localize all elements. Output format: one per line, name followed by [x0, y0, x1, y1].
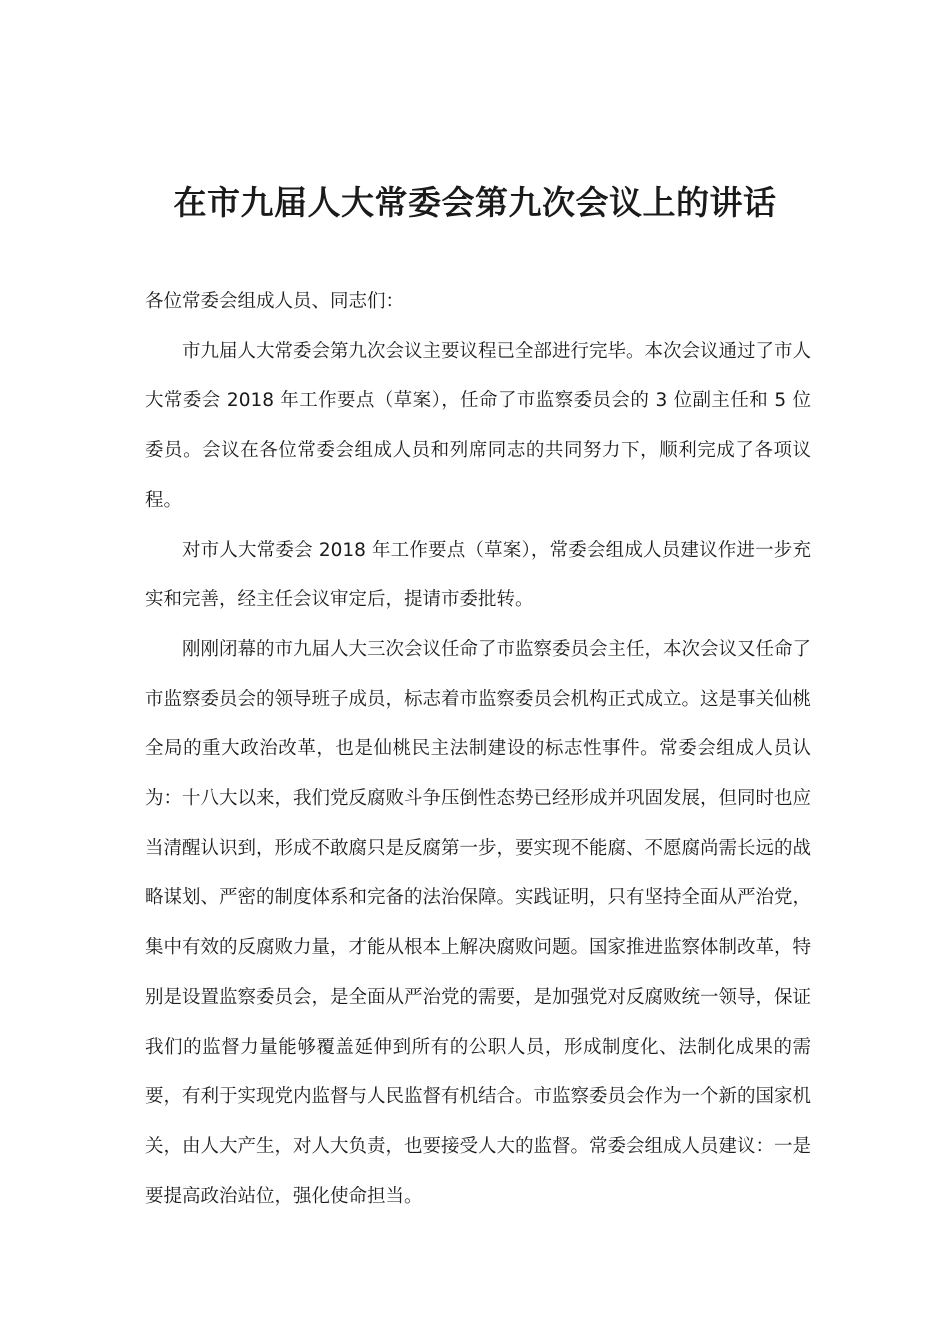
- paragraph-2: 对市人大常委会 2018 年工作要点（草案），常委会组成人员建议作进一步充实和完善，经主任会议审定后，提请市委批转。: [145, 539, 811, 611]
- document-title: 在市九届人大常委会第九次会议上的讲话: [173, 183, 777, 222]
- paragraph-3: 刚刚闭幕的市九届人大三次会议任命了市监察委员会主任，本次会议又任命了市监察委员会的领导班子成员，标志着市监察委员会机构正式成立。这是事关仙桃全局的重大政治改革，也是仙桃民主法制建设的标志性事件。常委会组成人员认为：十八大以来，我们党反腐败斗争压倒性态势已经形成并巩固发展，但同时也应当清醒认识到，形成不敢腐只是反腐第一步，要实现不能腐、不愿腐尚需长远的战略谋划、严密的制度体系和完备的法治保障。实践证明，只有坚持全面从严治党，集中有效的反腐败力量，才能从根本上解决腐败问题。国家推进监察体制改革，特别是设置监察委员会，是全面从严治党的需要，是加强党对反腐败统一领导，保证我们的监督力量能够覆盖延伸到所有的公职人员，形成制度化、法制化成果的需要，有利于实现党内监督与人民监督有机结合。市监察委员会作为一个新的国家机关，由人大产生，对人大负责，也要接受人大的监督。常委会组成人员建议：一是要提高政治站位，强化使命担当。: [145, 638, 812, 1207]
- salutation: 各位常委会组成人员、同志们：: [145, 291, 405, 312]
- paragraph-1: 市九届人大常委会第九次会议主要议程已全部进行完毕。本次会议通过了市人大常委会 2018 年工作要点（草案），任命了市监察委员会的 3 位副主任和 5 位委员。会议在各位常委会组成人员和列席同志的共同努力下，顺利完成了各项议程。: [145, 340, 812, 511]
- document-body: [145, 277, 811, 1221]
